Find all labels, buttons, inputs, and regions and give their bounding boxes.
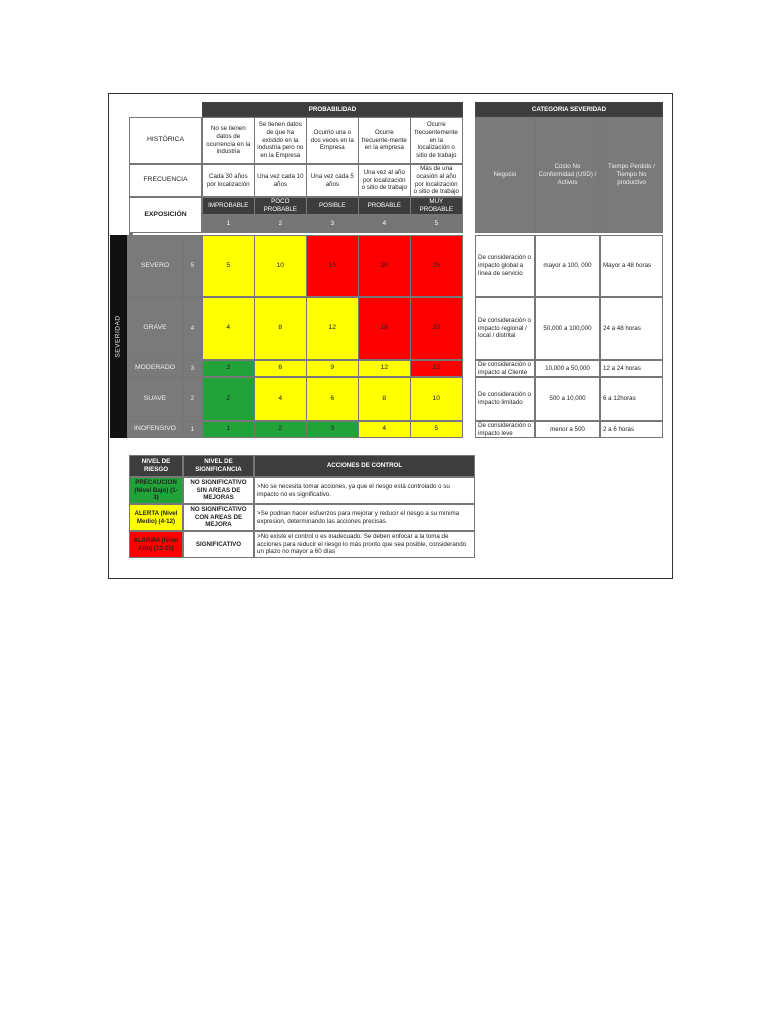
categoria-cell: 10,000 a 50,000	[535, 360, 600, 377]
severity-num: 5	[183, 235, 202, 297]
exposicion-num: 4	[358, 215, 411, 233]
risk-cell: 5	[202, 235, 255, 297]
categoria-cell: 6 a 12horas	[600, 377, 663, 421]
severity-num: 1	[183, 421, 202, 438]
exposicion-num: 5	[410, 215, 463, 233]
risk-cell: 20	[358, 235, 411, 297]
risk-cell: 4	[254, 377, 307, 421]
severity-num: 4	[183, 297, 202, 360]
exposicion-num: 3	[306, 215, 359, 233]
risk-cell: 6	[306, 377, 359, 421]
significancia-cell: SIGNIFICATIVO	[183, 531, 254, 558]
severity-num: 3	[183, 360, 202, 377]
risk-cell: 5	[410, 421, 463, 438]
severity-label: MODERADO	[127, 360, 183, 377]
categoria-cell: De consideración o impacto limitado	[475, 377, 535, 421]
accion-cell: >Se podrian hacer esfuerzos para mejorar y reducir el riesgo a su mínima expresion, determinando las acciones precisas.	[254, 504, 475, 531]
categoria-cell: 50,000 a 100,000	[535, 297, 600, 360]
risk-cell: 10	[254, 235, 307, 297]
risk-cell: 6	[254, 360, 307, 377]
significancia-cell: NO SIGNIFICATIVO SIN AREAS DE MEJORAS	[183, 477, 254, 504]
exposicion-num: 2	[254, 215, 307, 233]
risk-cell: 8	[358, 377, 411, 421]
risk-cell: 2	[202, 377, 255, 421]
risk-cell: 15	[410, 360, 463, 377]
categoria-cell: 2 a 6 horas	[600, 421, 663, 438]
acciones-header: NIVEL DE SIGNIFICANCIA	[183, 455, 254, 477]
categoria-cell: De consideración o impacto global a línea de servicio	[475, 235, 535, 297]
probabilidad-header: PROBABILIDAD	[202, 102, 463, 117]
frecuencia-label: FRECUENCIA	[129, 164, 202, 197]
accion-cell: >No existe el control o es inadecuado. Se deben enfocar a la toma de acciones para reducir el riesgo lo más pronto que sea posible, considerando un plazo no mayor a 60 días	[254, 531, 475, 558]
historica-cell: No se tienen datos de ocurrencia en la industria	[202, 117, 255, 164]
categoria-cell: De consideración o impacto al Cliente	[475, 360, 535, 377]
risk-cell: 1	[202, 421, 255, 438]
categoria-cell: 500 a 10,000	[535, 377, 600, 421]
risk-cell: 25	[410, 235, 463, 297]
risk-cell: 9	[306, 360, 359, 377]
severidad-text: SEVERIDAD	[115, 315, 123, 358]
risk-cell: 4	[202, 297, 255, 360]
nivel-riesgo-cell: ALERTA (Nivel Medio) (4-12)	[129, 504, 183, 531]
categoria-cell: 24 a 48 horas	[600, 297, 663, 360]
frecuencia-cell: Una vez al año por localización o sitio de trabajo	[358, 164, 411, 197]
risk-cell: 16	[358, 297, 411, 360]
severity-label: SEVERO	[127, 235, 183, 297]
exposicion-cell: PROBABLE	[358, 197, 411, 215]
risk-cell: 12	[306, 297, 359, 360]
risk-cell: 10	[410, 377, 463, 421]
risk-cell: 20	[410, 297, 463, 360]
categoria-cell: Mayor a 48 horas	[600, 235, 663, 297]
frecuencia-cell: Más de una ocasión al año por localización o sitio de trabajo	[410, 164, 463, 197]
nivel-riesgo-cell: ALARMA (Nivel Alto) (13-25)	[129, 531, 183, 558]
historica-cell: Se tienen datos de que ha existido en la industria pero no en la Empresa	[254, 117, 307, 164]
nivel-riesgo-cell: PRECAUCION (Nivel Bajo) (1-3)	[129, 477, 183, 504]
categoria-cell: 12 a 24 horas	[600, 360, 663, 377]
categoria-cell: mayor a 100, 000	[535, 235, 600, 297]
severity-label: INOFENSIVO	[127, 421, 183, 438]
frecuencia-cell: Una vez cada 10 años	[254, 164, 307, 197]
risk-cell: 3	[306, 421, 359, 438]
acciones-header: ACCIONES DE CONTROL	[254, 455, 475, 477]
significancia-cell: NO SIGNIFICATIVO CON AREAS DE MEJORA	[183, 504, 254, 531]
severity-label: GRAVE	[127, 297, 183, 360]
severity-num: 2	[183, 377, 202, 421]
exposicion-cell: MUY PROBABLE	[410, 197, 463, 215]
categoria-cell: menor a 500	[535, 421, 600, 438]
historica-label: HISTÓRICA	[129, 117, 202, 164]
categoria-cell: De consideración o impacto leve	[475, 421, 535, 438]
acciones-header: NIVEL DE RIESGO	[129, 455, 183, 477]
risk-cell: 2	[254, 421, 307, 438]
frecuencia-cell: Una vez cada 5 años	[306, 164, 359, 197]
categoria-column-header: Negocio	[475, 117, 535, 233]
severity-label: SUAVE	[127, 377, 183, 421]
exposicion-label: EXPOSICIÓN	[129, 197, 202, 233]
exposicion-cell: IMPROBABLE	[202, 197, 255, 215]
historica-cell: Ocurre frecuente-mente en la empresa	[358, 117, 411, 164]
categoria-column-header: Costo No Conformidad (USD) / Activos	[535, 117, 600, 233]
historica-cell: Ocurrió una o dos veces en la Empresa	[306, 117, 359, 164]
historica-cell: Ocurre frecuentemente en la localización o sitio de trabajo	[410, 117, 463, 164]
severidad-side-label	[110, 235, 127, 438]
risk-cell: 3	[202, 360, 255, 377]
exposicion-num: 1	[202, 215, 255, 233]
accion-cell: >No se necesita tomar acciones, ya que el riesgo está controlado o su impacto no es significativo.	[254, 477, 475, 504]
categoria-cell: De consideración o impacto regional / local / distrital	[475, 297, 535, 360]
frecuencia-cell: Cada 30 años por localización	[202, 164, 255, 197]
categoria-column-header: Tiempo Perdido / Tiempo No productivo	[600, 117, 663, 233]
exposicion-cell: POSIBLE	[306, 197, 359, 215]
exposicion-cell: POCO PROBABLE	[254, 197, 307, 215]
risk-cell: 4	[358, 421, 411, 438]
risk-cell: 15	[306, 235, 359, 297]
risk-cell: 12	[358, 360, 411, 377]
categoria-header: CATEGORIA SEVERIDAD	[475, 102, 663, 117]
risk-cell: 8	[254, 297, 307, 360]
